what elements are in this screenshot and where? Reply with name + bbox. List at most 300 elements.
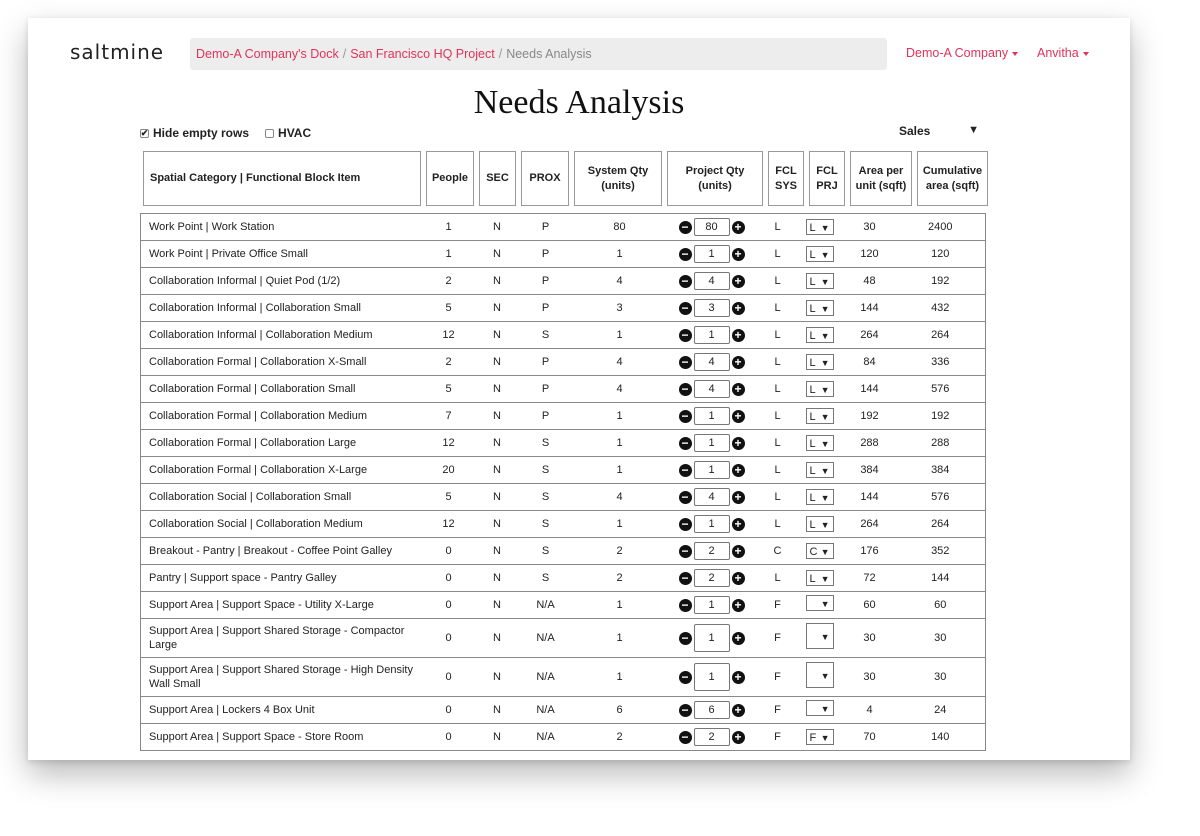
quantity-stepper[interactable]	[679, 218, 745, 236]
view-select[interactable]	[899, 124, 979, 138]
project-qty-input[interactable]: 4	[694, 272, 730, 290]
fcl-prj-value: L	[809, 492, 816, 504]
row-item-name: Collaboration Formal | Collaboration Small	[141, 376, 419, 403]
table-header	[138, 151, 993, 206]
minus-circle-icon[interactable]: −	[679, 632, 692, 645]
fcl-prj-select[interactable]	[806, 662, 834, 688]
fcl-prj-value: L	[809, 519, 816, 531]
header-project-qty-text: Project Qty	[685, 164, 745, 177]
fcl-prj-select[interactable]	[806, 462, 834, 478]
project-qty-input[interactable]: 2	[694, 542, 730, 560]
row-project-qty	[664, 214, 760, 241]
row-cumulative-area: 288	[896, 430, 986, 457]
row-fcl-sys: L	[760, 241, 796, 268]
minus-circle-icon[interactable]: −	[679, 329, 692, 342]
plus-circle-icon[interactable]: +	[732, 671, 745, 684]
fcl-prj-value: L	[809, 276, 816, 288]
row-system-qty: 1	[576, 322, 664, 349]
minus-circle-icon[interactable]: −	[679, 410, 692, 423]
fcl-prj-select[interactable]	[806, 219, 834, 235]
row-area-per-unit: 144	[844, 295, 896, 322]
fcl-prj-select[interactable]	[806, 327, 834, 343]
dropdown-arrow-icon: ▼	[820, 574, 830, 584]
row-prox: S	[516, 322, 576, 349]
fcl-prj-select[interactable]	[806, 246, 834, 262]
row-area-per-unit: 72	[844, 565, 896, 592]
row-project-qty	[664, 322, 760, 349]
quantity-stepper[interactable]	[679, 434, 745, 452]
row-fcl-sys: F	[760, 592, 796, 619]
row-project-qty	[664, 430, 760, 457]
breadcrumb-separator: /	[498, 47, 503, 61]
header-sec-text: SEC	[486, 172, 509, 184]
fcl-prj-select[interactable]	[806, 516, 834, 532]
minus-circle-icon[interactable]: −	[679, 599, 692, 612]
row-area-per-unit: 288	[844, 430, 896, 457]
row-cumulative-area: 576	[896, 376, 986, 403]
row-cumulative-area: 432	[896, 295, 986, 322]
row-fcl-prj	[796, 457, 844, 484]
minus-circle-icon[interactable]: −	[679, 491, 692, 504]
row-system-qty: 2	[576, 724, 664, 751]
plus-circle-icon[interactable]: +	[732, 704, 745, 717]
row-project-qty	[664, 349, 760, 376]
row-sec: N	[479, 484, 516, 511]
plus-circle-icon[interactable]: +	[732, 545, 745, 558]
row-item-name: Collaboration Informal | Quiet Pod (1/2)	[141, 268, 419, 295]
row-cumulative-area: 192	[896, 268, 986, 295]
plus-circle-icon[interactable]: +	[732, 632, 745, 645]
header-area-per-unit-text: Area per	[858, 164, 904, 177]
user-menu[interactable]	[1037, 46, 1089, 60]
row-sec: N	[479, 295, 516, 322]
minus-circle-icon[interactable]: −	[679, 464, 692, 477]
row-item-name: Work Point | Work Station	[141, 214, 419, 241]
project-qty-input[interactable]: 1	[694, 407, 730, 425]
company-menu-label: Demo-A Company	[906, 46, 1009, 60]
row-fcl-sys: L	[760, 376, 796, 403]
header-cumulative-area-text: Cumulative	[922, 164, 983, 177]
plus-circle-icon[interactable]: +	[732, 518, 745, 531]
row-area-per-unit: 60	[844, 592, 896, 619]
plus-circle-icon[interactable]: +	[732, 464, 745, 477]
fcl-prj-value: L	[809, 330, 816, 342]
dropdown-arrow-icon: ▼	[820, 385, 830, 395]
breadcrumb-link-dock[interactable]: Demo-A Company's Dock	[196, 47, 339, 61]
minus-circle-icon[interactable]: −	[679, 518, 692, 531]
plus-circle-icon[interactable]: +	[732, 410, 745, 423]
row-prox: S	[516, 538, 576, 565]
fcl-prj-select[interactable]	[806, 543, 834, 559]
quantity-stepper[interactable]	[679, 353, 745, 371]
row-fcl-prj	[796, 511, 844, 538]
project-qty-input[interactable]: 1	[694, 461, 730, 479]
row-cumulative-area: 352	[896, 538, 986, 565]
header-fcl-prj	[809, 151, 845, 206]
row-system-qty: 1	[576, 241, 664, 268]
project-qty-input[interactable]: 4	[694, 380, 730, 398]
hvac-checkbox[interactable]	[265, 129, 274, 138]
quantity-stepper[interactable]	[679, 299, 745, 317]
row-prox: N/A	[516, 619, 576, 658]
row-cumulative-area: 264	[896, 511, 986, 538]
row-project-qty	[664, 457, 760, 484]
row-project-qty	[664, 619, 760, 658]
row-sec: N	[479, 565, 516, 592]
quantity-stepper[interactable]	[679, 245, 745, 263]
row-area-per-unit: 144	[844, 484, 896, 511]
quantity-stepper[interactable]	[679, 461, 745, 479]
plus-circle-icon[interactable]: +	[732, 383, 745, 396]
minus-circle-icon[interactable]: −	[679, 704, 692, 717]
row-sec: N	[479, 457, 516, 484]
project-qty-input[interactable]: 1	[694, 515, 730, 533]
header-prox	[521, 151, 569, 206]
row-area-per-unit: 30	[844, 658, 896, 697]
dropdown-arrow-icon: ▼	[820, 439, 830, 449]
row-fcl-sys: L	[760, 295, 796, 322]
row-system-qty: 1	[576, 592, 664, 619]
row-system-qty: 3	[576, 295, 664, 322]
plus-circle-icon[interactable]: +	[732, 248, 745, 261]
header-people-text: People	[431, 172, 469, 184]
row-area-per-unit: 264	[844, 511, 896, 538]
row-people: 5	[419, 295, 479, 322]
row-cumulative-area: 2400	[896, 214, 986, 241]
plus-circle-icon[interactable]: +	[732, 302, 745, 315]
header-system-qty-text: System Qty	[587, 164, 649, 177]
row-sec: N	[479, 214, 516, 241]
row-system-qty: 1	[576, 430, 664, 457]
quantity-stepper[interactable]	[679, 515, 745, 533]
quantity-stepper[interactable]	[679, 407, 745, 425]
quantity-stepper[interactable]	[679, 272, 745, 290]
plus-circle-icon[interactable]: +	[732, 599, 745, 612]
project-qty-input[interactable]: 1	[694, 245, 730, 263]
header-system-qty-text: (units)	[601, 179, 635, 192]
row-people: 12	[419, 322, 479, 349]
row-people: 0	[419, 619, 479, 658]
dropdown-arrow-icon: ▼	[820, 223, 830, 233]
row-project-qty	[664, 565, 760, 592]
row-system-qty: 4	[576, 268, 664, 295]
row-sec: N	[479, 349, 516, 376]
minus-circle-icon[interactable]: −	[679, 437, 692, 450]
row-prox: P	[516, 295, 576, 322]
minus-circle-icon[interactable]: −	[679, 356, 692, 369]
row-fcl-prj	[796, 658, 844, 697]
row-prox: N/A	[516, 724, 576, 751]
quantity-stepper[interactable]	[679, 488, 745, 506]
row-area-per-unit: 48	[844, 268, 896, 295]
row-project-qty	[664, 511, 760, 538]
row-item-name: Collaboration Formal | Collaboration X-Large	[141, 457, 419, 484]
quantity-stepper[interactable]	[679, 542, 745, 560]
quantity-stepper[interactable]	[679, 728, 745, 746]
row-project-qty	[664, 658, 760, 697]
table-row	[141, 724, 986, 751]
row-prox: N/A	[516, 658, 576, 697]
fcl-prj-select[interactable]	[806, 570, 834, 586]
row-system-qty: 1	[576, 403, 664, 430]
project-qty-input[interactable]: 4	[694, 488, 730, 506]
hide-empty-checkbox[interactable]: ✔	[140, 127, 149, 138]
row-fcl-prj	[796, 322, 844, 349]
fcl-prj-select[interactable]	[806, 435, 834, 451]
project-qty-input[interactable]: 80	[694, 218, 730, 236]
project-qty-input[interactable]: 3	[694, 299, 730, 317]
fcl-prj-value: F	[809, 732, 817, 744]
row-fcl-prj	[796, 295, 844, 322]
project-qty-input[interactable]: 2	[694, 728, 730, 746]
dropdown-arrow-icon: ▼	[820, 277, 830, 287]
quantity-stepper[interactable]	[679, 326, 745, 344]
fcl-prj-select[interactable]	[806, 381, 834, 397]
dropdown-arrow-icon: ▼	[820, 466, 830, 476]
row-area-per-unit: 30	[844, 214, 896, 241]
row-people: 5	[419, 376, 479, 403]
row-cumulative-area: 336	[896, 349, 986, 376]
plus-circle-icon[interactable]: +	[732, 275, 745, 288]
filter-bar	[140, 126, 311, 140]
row-people: 1	[419, 241, 479, 268]
row-system-qty: 1	[576, 619, 664, 658]
project-qty-input[interactable]: 1	[694, 326, 730, 344]
row-fcl-prj	[796, 724, 844, 751]
row-fcl-prj	[796, 592, 844, 619]
minus-circle-icon[interactable]: −	[679, 572, 692, 585]
row-fcl-prj	[796, 430, 844, 457]
row-fcl-prj	[796, 376, 844, 403]
minus-circle-icon[interactable]: −	[679, 275, 692, 288]
row-area-per-unit: 192	[844, 403, 896, 430]
fcl-prj-select[interactable]	[806, 595, 834, 611]
quantity-stepper[interactable]	[679, 624, 745, 652]
minus-circle-icon[interactable]: −	[679, 302, 692, 315]
table-row	[141, 697, 986, 724]
row-project-qty	[664, 376, 760, 403]
minus-circle-icon[interactable]: −	[679, 383, 692, 396]
row-item-name: Collaboration Formal | Collaboration Medium	[141, 403, 419, 430]
row-fcl-sys: F	[760, 697, 796, 724]
breadcrumb	[190, 38, 887, 70]
row-prox: P	[516, 376, 576, 403]
row-item-name: Collaboration Social | Collaboration Small	[141, 484, 419, 511]
row-sec: N	[479, 430, 516, 457]
dropdown-arrow-icon: ▼	[968, 124, 979, 136]
row-sec: N	[479, 697, 516, 724]
row-prox: P	[516, 214, 576, 241]
row-prox: N/A	[516, 592, 576, 619]
fcl-prj-select[interactable]	[806, 489, 834, 505]
row-fcl-sys: L	[760, 268, 796, 295]
table-row	[141, 511, 986, 538]
fcl-prj-select[interactable]	[806, 354, 834, 370]
row-item-name: Breakout - Pantry | Breakout - Coffee Point Galley	[141, 538, 419, 565]
fcl-prj-select[interactable]	[806, 623, 834, 649]
row-sec: N	[479, 376, 516, 403]
row-cumulative-area: 30	[896, 619, 986, 658]
row-prox: S	[516, 565, 576, 592]
row-area-per-unit: 144	[844, 376, 896, 403]
project-qty-input[interactable]: 1	[694, 624, 730, 652]
plus-circle-icon[interactable]: +	[732, 572, 745, 585]
row-item-name: Support Area | Support Space - Utility X-Large	[141, 592, 419, 619]
top-nav	[28, 18, 1130, 88]
header-fcl-prj-text: FCL	[816, 164, 838, 177]
plus-circle-icon[interactable]: +	[732, 437, 745, 450]
dropdown-arrow-icon: ▼	[820, 250, 830, 260]
quantity-stepper[interactable]	[679, 663, 745, 691]
fcl-prj-value: L	[809, 222, 816, 234]
project-qty-input[interactable]: 4	[694, 353, 730, 371]
row-fcl-prj	[796, 619, 844, 658]
header-people	[426, 151, 474, 206]
row-fcl-sys: F	[760, 619, 796, 658]
row-sec: N	[479, 619, 516, 658]
row-fcl-prj	[796, 214, 844, 241]
row-cumulative-area: 120	[896, 241, 986, 268]
row-cumulative-area: 576	[896, 484, 986, 511]
minus-circle-icon[interactable]: −	[679, 731, 692, 744]
header-fcl-sys	[768, 151, 804, 206]
fcl-prj-value: L	[809, 249, 816, 261]
hide-empty-label: Hide empty rows	[153, 126, 250, 140]
project-qty-input[interactable]: 1	[694, 663, 730, 691]
row-system-qty: 2	[576, 538, 664, 565]
row-sec: N	[479, 268, 516, 295]
row-fcl-sys: L	[760, 511, 796, 538]
table-row	[141, 349, 986, 376]
row-fcl-sys: L	[760, 214, 796, 241]
header-project-qty-text: (units)	[698, 179, 732, 192]
row-sec: N	[479, 592, 516, 619]
caret-down-icon	[1012, 52, 1018, 56]
plus-circle-icon[interactable]: +	[732, 329, 745, 342]
row-fcl-prj	[796, 349, 844, 376]
dropdown-arrow-icon: ▼	[820, 547, 830, 557]
saltmine-logo[interactable]: saltmine	[70, 40, 165, 64]
row-fcl-prj	[796, 538, 844, 565]
row-fcl-sys: L	[760, 322, 796, 349]
quantity-stepper[interactable]	[679, 596, 745, 614]
row-system-qty: 2	[576, 565, 664, 592]
row-area-per-unit: 30	[844, 619, 896, 658]
quantity-stepper[interactable]	[679, 380, 745, 398]
row-people: 0	[419, 724, 479, 751]
project-qty-input[interactable]: 6	[694, 701, 730, 719]
header-fcl-prj-text: PRJ	[816, 179, 838, 192]
minus-circle-icon[interactable]: −	[679, 248, 692, 261]
project-qty-input[interactable]: 2	[694, 569, 730, 587]
quantity-stepper[interactable]	[679, 569, 745, 587]
dropdown-arrow-icon: ▼	[820, 304, 830, 314]
row-area-per-unit: 4	[844, 697, 896, 724]
row-item-name: Pantry | Support space - Pantry Galley	[141, 565, 419, 592]
fcl-prj-value: L	[809, 465, 816, 477]
minus-circle-icon[interactable]: −	[679, 221, 692, 234]
dropdown-arrow-icon: ▼	[820, 520, 830, 530]
row-fcl-sys: L	[760, 430, 796, 457]
project-qty-input[interactable]: 1	[694, 434, 730, 452]
fcl-prj-select[interactable]	[806, 408, 834, 424]
row-people: 12	[419, 511, 479, 538]
dropdown-arrow-icon: ▼	[820, 331, 830, 341]
fcl-prj-select[interactable]	[806, 700, 834, 716]
row-fcl-sys: L	[760, 403, 796, 430]
dropdown-arrow-icon: ▼	[820, 412, 830, 422]
plus-circle-icon[interactable]: +	[732, 731, 745, 744]
row-fcl-sys: L	[760, 484, 796, 511]
plus-circle-icon[interactable]: +	[732, 356, 745, 369]
dropdown-arrow-icon: ▼	[820, 632, 830, 642]
row-sec: N	[479, 322, 516, 349]
table-row	[141, 403, 986, 430]
row-system-qty: 1	[576, 457, 664, 484]
header-item-text: Spatial Category | Functional Block Item	[150, 172, 361, 184]
fcl-prj-select[interactable]	[806, 729, 834, 745]
row-item-name: Support Area | Support Shared Storage - High Density Wall Small	[141, 658, 419, 697]
company-menu[interactable]	[906, 46, 1018, 60]
table-row	[141, 241, 986, 268]
breadcrumb-current: Needs Analysis	[506, 47, 592, 61]
header-fcl-sys-text: FCL	[775, 164, 797, 177]
row-project-qty	[664, 538, 760, 565]
row-item-name: Collaboration Formal | Collaboration Large	[141, 430, 419, 457]
minus-circle-icon[interactable]: −	[679, 671, 692, 684]
header-prox-text: PROX	[529, 172, 561, 184]
hvac-toggle[interactable]	[265, 126, 311, 140]
fcl-prj-value: L	[809, 411, 816, 423]
dropdown-arrow-icon: ▼	[820, 671, 830, 681]
plus-circle-icon[interactable]: +	[732, 491, 745, 504]
row-people: 0	[419, 697, 479, 724]
row-project-qty	[664, 592, 760, 619]
minus-circle-icon[interactable]: −	[679, 545, 692, 558]
row-project-qty	[664, 403, 760, 430]
table-row	[141, 619, 986, 658]
row-item-name: Collaboration Formal | Collaboration X-Small	[141, 349, 419, 376]
row-item-name: Collaboration Informal | Collaboration Medium	[141, 322, 419, 349]
breadcrumb-separator: /	[342, 47, 347, 61]
row-cumulative-area: 24	[896, 697, 986, 724]
row-cumulative-area: 264	[896, 322, 986, 349]
table-row	[141, 538, 986, 565]
project-qty-input[interactable]: 1	[694, 596, 730, 614]
header-cumulative-area	[917, 151, 988, 206]
row-sec: N	[479, 538, 516, 565]
fcl-prj-value: L	[809, 357, 816, 369]
hide-empty-rows-toggle[interactable]	[140, 126, 249, 140]
row-project-qty	[664, 697, 760, 724]
header-area-per-unit-text: unit (sqft)	[855, 179, 907, 192]
dropdown-arrow-icon: ▼	[820, 733, 830, 743]
plus-circle-icon[interactable]: +	[732, 221, 745, 234]
quantity-stepper[interactable]	[679, 701, 745, 719]
row-sec: N	[479, 403, 516, 430]
fcl-prj-select[interactable]	[806, 300, 834, 316]
fcl-prj-select[interactable]	[806, 273, 834, 289]
row-area-per-unit: 384	[844, 457, 896, 484]
dropdown-arrow-icon: ▼	[820, 599, 830, 609]
row-prox: S	[516, 484, 576, 511]
row-fcl-prj	[796, 565, 844, 592]
row-people: 0	[419, 565, 479, 592]
row-item-name: Support Area | Support Shared Storage - Compactor Large	[141, 619, 419, 658]
row-fcl-prj	[796, 403, 844, 430]
breadcrumb-link-project[interactable]: San Francisco HQ Project	[350, 47, 495, 61]
row-cumulative-area: 384	[896, 457, 986, 484]
